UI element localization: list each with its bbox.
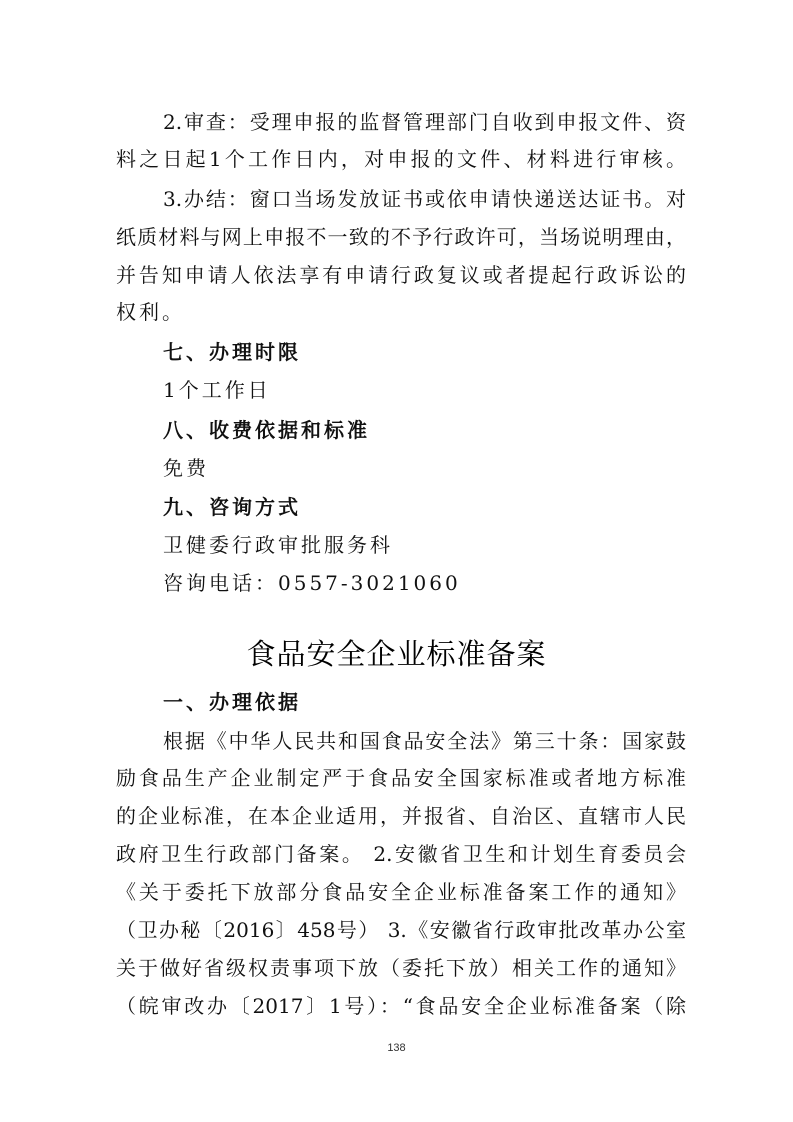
basis-line-1: 根据《中华人民共和国食品安全法》第三十条：国家鼓 <box>163 729 686 753</box>
consult-department: 卫健委行政审批服务科 <box>163 533 393 557</box>
consult-phone: 咨询电话：0557-3021060 <box>163 571 461 595</box>
conclude-paragraph-line-1: 3.办结：窗口当场发放证书或依申请快递送达证书。对 <box>163 187 686 211</box>
section-title: 食品安全企业标准备案 <box>246 637 547 671</box>
conclude-paragraph-line-3: 并告知申请人依法享有申请行政复议或者提起行政诉讼的 <box>116 263 686 287</box>
basis-line-4: 政府卫生行政部门备案。 2.安徽省卫生和计划生育委员会 <box>116 842 686 866</box>
basis-line-2: 励食品生产企业制定严于食品安全国家标准或者地方标准 <box>116 766 686 790</box>
heading-consult: 九、咨询方式 <box>163 495 301 519</box>
basis-line-5: 《关于委托下放部分食品安全企业标准备案工作的通知》 <box>116 880 686 904</box>
page-number: 138 <box>387 1042 406 1054</box>
fee-value: 免费 <box>163 456 209 480</box>
heading-fee: 八、收费依据和标准 <box>163 418 370 442</box>
basis-line-8: （皖审改办〔2017〕1号）：“食品安全企业标准备案（除 <box>116 994 686 1018</box>
time-limit-value: 1个工作日 <box>163 378 271 402</box>
basis-line-7: 关于做好省级权责事项下放（委托下放）相关工作的通知》 <box>116 956 686 980</box>
conclude-paragraph-line-4: 权利。 <box>116 300 185 324</box>
basis-line-3: 的企业标准，在本企业适用，并报省、自治区、直辖市人民 <box>116 804 686 828</box>
basis-line-6: （卫办秘〔2016〕458号） 3.《安徽省行政审批改革办公室 <box>116 918 686 942</box>
review-paragraph-line-2: 料之日起1个工作日内，对申报的文件、材料进行审核。 <box>116 147 686 171</box>
heading-time-limit: 七、办理时限 <box>163 340 301 364</box>
conclude-paragraph-line-2: 纸质材料与网上申报不一致的不予行政许可，当场说明理由， <box>116 225 686 249</box>
heading-basis: 一、办理依据 <box>163 690 301 714</box>
review-paragraph-line-1: 2.审查：受理申报的监督管理部门自收到申报文件、资 <box>163 110 686 134</box>
